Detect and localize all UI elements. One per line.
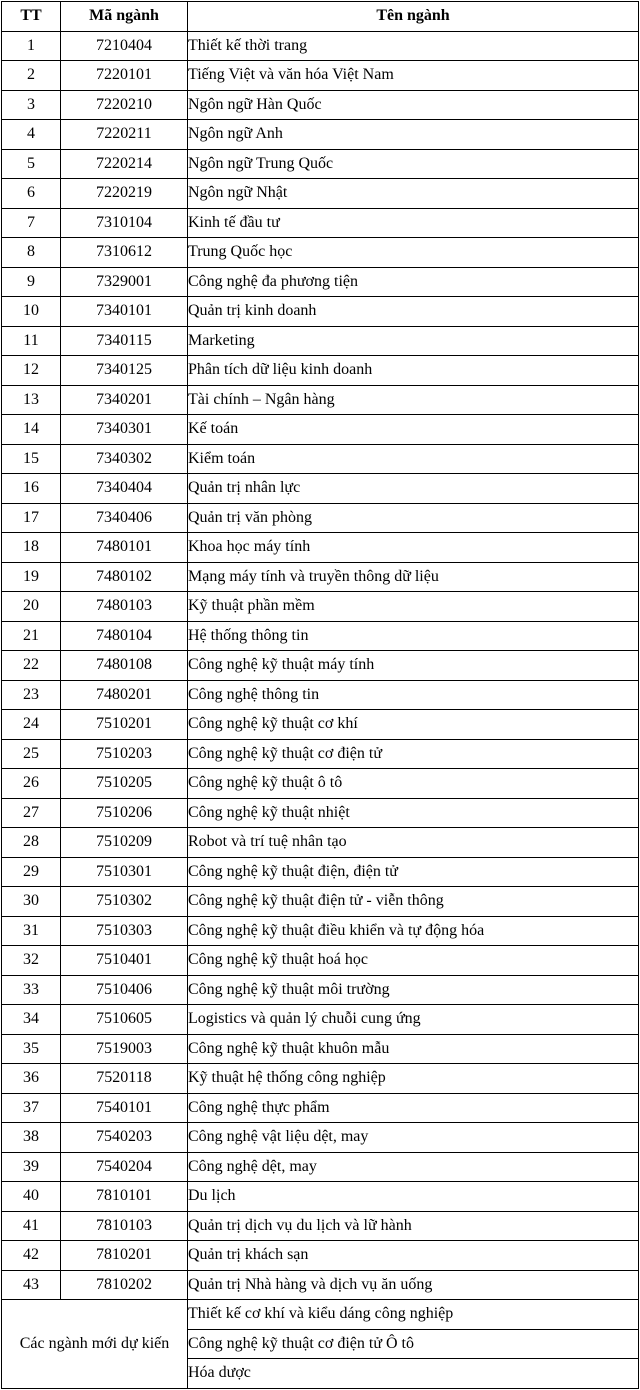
major-code: 7510406: [61, 975, 188, 1005]
major-code: 7519003: [61, 1034, 188, 1064]
major-code: 7480201: [61, 680, 188, 710]
header-row: [2, 2, 639, 32]
row-number: 7: [2, 208, 61, 238]
new-major-row: [2, 1300, 639, 1330]
table-row: [2, 1093, 639, 1123]
table-row: [2, 208, 639, 238]
major-code: 7340201: [61, 385, 188, 415]
table-row: [2, 326, 639, 356]
major-name: Tài chính – Ngân hàng: [188, 385, 639, 415]
major-code: 7340302: [61, 444, 188, 474]
major-name: Ngôn ngữ Trung Quốc: [188, 149, 639, 179]
major-name: Công nghệ kỹ thuật điện tử - viễn thông: [188, 887, 639, 917]
row-number: 25: [2, 739, 61, 769]
major-code: 7310612: [61, 238, 188, 268]
new-major-name: Hóa dược: [188, 1359, 639, 1389]
row-number: 36: [2, 1064, 61, 1094]
major-code: 7329001: [61, 267, 188, 297]
table-row: [2, 651, 639, 681]
major-name: Kiểm toán: [188, 444, 639, 474]
major-name: Công nghệ kỹ thuật môi trường: [188, 975, 639, 1005]
table-row: [2, 798, 639, 828]
major-code: 7220101: [61, 61, 188, 91]
row-number: 41: [2, 1211, 61, 1241]
major-code: 7540101: [61, 1093, 188, 1123]
row-number: 10: [2, 297, 61, 327]
major-name: Kế toán: [188, 415, 639, 445]
table-row: [2, 1270, 639, 1300]
row-number: 29: [2, 857, 61, 887]
row-number: 16: [2, 474, 61, 504]
major-name: Quản trị văn phòng: [188, 503, 639, 533]
row-number: 3: [2, 90, 61, 120]
row-number: 30: [2, 887, 61, 917]
major-name: Marketing: [188, 326, 639, 356]
table-row: [2, 710, 639, 740]
row-number: 37: [2, 1093, 61, 1123]
row-number: 35: [2, 1034, 61, 1064]
table-row: [2, 857, 639, 887]
major-name: Công nghệ kỹ thuật nhiệt: [188, 798, 639, 828]
row-number: 2: [2, 61, 61, 91]
major-name: Quản trị kinh doanh: [188, 297, 639, 327]
header-tt: TT: [2, 2, 61, 32]
row-number: 13: [2, 385, 61, 415]
major-name: Công nghệ thông tin: [188, 680, 639, 710]
majors-table: [1, 1, 639, 1389]
major-code: 7540204: [61, 1152, 188, 1182]
row-number: 39: [2, 1152, 61, 1182]
major-code: 7810101: [61, 1182, 188, 1212]
table-row: [2, 533, 639, 563]
table-row: [2, 621, 639, 651]
major-code: 7480104: [61, 621, 188, 651]
major-name: Ngôn ngữ Hàn Quốc: [188, 90, 639, 120]
table-row: [2, 828, 639, 858]
row-number: 5: [2, 149, 61, 179]
table-header: [2, 2, 639, 32]
table-row: [2, 680, 639, 710]
major-name: Hệ thống thông tin: [188, 621, 639, 651]
new-majors-label: Các ngành mới dự kiến: [2, 1300, 188, 1389]
major-name: Tiếng Việt và văn hóa Việt Nam: [188, 61, 639, 91]
row-number: 14: [2, 415, 61, 445]
major-name: Công nghệ kỹ thuật ô tô: [188, 769, 639, 799]
table-row: [2, 1241, 639, 1271]
row-number: 22: [2, 651, 61, 681]
table-row: [2, 1152, 639, 1182]
major-code: 7510205: [61, 769, 188, 799]
table-row: [2, 267, 639, 297]
row-number: 26: [2, 769, 61, 799]
major-code: 7310104: [61, 208, 188, 238]
header-name: Tên ngành: [188, 2, 639, 32]
row-number: 18: [2, 533, 61, 563]
major-code: 7510301: [61, 857, 188, 887]
table-row: [2, 1034, 639, 1064]
major-code: 7220214: [61, 149, 188, 179]
major-code: 7510203: [61, 739, 188, 769]
table-row: [2, 149, 639, 179]
major-code: 7480108: [61, 651, 188, 681]
major-name: Công nghệ dệt, may: [188, 1152, 639, 1182]
major-name: Khoa học máy tính: [188, 533, 639, 563]
table-row: [2, 415, 639, 445]
major-name: Công nghệ thực phẩm: [188, 1093, 639, 1123]
row-number: 20: [2, 592, 61, 622]
major-name: Công nghệ kỹ thuật hoá học: [188, 946, 639, 976]
table-row: [2, 385, 639, 415]
major-name: Công nghệ kỹ thuật cơ điện tử: [188, 739, 639, 769]
major-name: Thiết kế thời trang: [188, 31, 639, 61]
table-row: [2, 1064, 639, 1094]
row-number: 15: [2, 444, 61, 474]
major-name: Kinh tế đầu tư: [188, 208, 639, 238]
row-number: 19: [2, 562, 61, 592]
major-code: 7480101: [61, 533, 188, 563]
header-code: Mã ngành: [61, 2, 188, 32]
row-number: 9: [2, 267, 61, 297]
table-row: [2, 120, 639, 150]
major-name: Công nghệ vật liệu dệt, may: [188, 1123, 639, 1153]
table-row: [2, 179, 639, 209]
row-number: 24: [2, 710, 61, 740]
new-major-name: Thiết kế cơ khí và kiểu dáng công nghiệp: [188, 1300, 639, 1330]
major-code: 7340125: [61, 356, 188, 386]
major-code: 7540203: [61, 1123, 188, 1153]
row-number: 23: [2, 680, 61, 710]
major-code: 7510302: [61, 887, 188, 917]
row-number: 40: [2, 1182, 61, 1212]
major-name: Robot và trí tuệ nhân tạo: [188, 828, 639, 858]
major-code: 7510303: [61, 916, 188, 946]
row-number: 6: [2, 179, 61, 209]
major-code: 7220219: [61, 179, 188, 209]
table-row: [2, 562, 639, 592]
major-name: Công nghệ kỹ thuật điều khiển và tự động hóa: [188, 916, 639, 946]
major-code: 7340301: [61, 415, 188, 445]
table-row: [2, 739, 639, 769]
row-number: 21: [2, 621, 61, 651]
major-code: 7340101: [61, 297, 188, 327]
new-major-name: Công nghệ kỹ thuật cơ điện tử Ô tô: [188, 1329, 639, 1359]
table-row: [2, 474, 639, 504]
major-name: Kỹ thuật phần mềm: [188, 592, 639, 622]
row-number: 8: [2, 238, 61, 268]
table-row: [2, 769, 639, 799]
row-number: 1: [2, 31, 61, 61]
major-name: Quản trị Nhà hàng và dịch vụ ăn uống: [188, 1270, 639, 1300]
row-number: 28: [2, 828, 61, 858]
major-name: Quản trị nhân lực: [188, 474, 639, 504]
row-number: 27: [2, 798, 61, 828]
row-number: 11: [2, 326, 61, 356]
major-code: 7340404: [61, 474, 188, 504]
major-code: 7510206: [61, 798, 188, 828]
major-code: 7210404: [61, 31, 188, 61]
major-code: 7480102: [61, 562, 188, 592]
row-number: 31: [2, 916, 61, 946]
major-name: Ngôn ngữ Anh: [188, 120, 639, 150]
table-row: [2, 1123, 639, 1153]
major-name: Quản trị dịch vụ du lịch và lữ hành: [188, 1211, 639, 1241]
major-code: 7810202: [61, 1270, 188, 1300]
major-name: Du lịch: [188, 1182, 639, 1212]
table-row: [2, 503, 639, 533]
major-name: Công nghệ đa phương tiện: [188, 267, 639, 297]
major-code: 7810201: [61, 1241, 188, 1271]
table-row: [2, 1182, 639, 1212]
major-name: Công nghệ kỹ thuật điện, điện tử: [188, 857, 639, 887]
table-row: [2, 356, 639, 386]
major-code: 7510605: [61, 1005, 188, 1035]
table-row: [2, 61, 639, 91]
table-row: [2, 444, 639, 474]
table-row: [2, 946, 639, 976]
major-code: 7510201: [61, 710, 188, 740]
major-name: Kỹ thuật hệ thống công nghiệp: [188, 1064, 639, 1094]
major-name: Công nghệ kỹ thuật cơ khí: [188, 710, 639, 740]
table-row: [2, 90, 639, 120]
table-row: [2, 887, 639, 917]
table-body: [2, 31, 639, 1300]
major-code: 7510209: [61, 828, 188, 858]
major-name: Công nghệ kỹ thuật khuôn mẫu: [188, 1034, 639, 1064]
table-row: [2, 592, 639, 622]
row-number: 34: [2, 1005, 61, 1035]
major-name: Ngôn ngữ Nhật: [188, 179, 639, 209]
table-row: [2, 238, 639, 268]
table-row: [2, 1005, 639, 1035]
major-code: 7220210: [61, 90, 188, 120]
row-number: 12: [2, 356, 61, 386]
major-code: 7220211: [61, 120, 188, 150]
new-majors-section: [2, 1300, 639, 1389]
major-name: Trung Quốc học: [188, 238, 639, 268]
major-code: 7810103: [61, 1211, 188, 1241]
row-number: 43: [2, 1270, 61, 1300]
table-row: [2, 31, 639, 61]
major-code: 7520118: [61, 1064, 188, 1094]
major-name: Quản trị khách sạn: [188, 1241, 639, 1271]
table-row: [2, 975, 639, 1005]
row-number: 33: [2, 975, 61, 1005]
major-name: Phân tích dữ liệu kinh doanh: [188, 356, 639, 386]
row-number: 32: [2, 946, 61, 976]
row-number: 4: [2, 120, 61, 150]
row-number: 38: [2, 1123, 61, 1153]
table-row: [2, 297, 639, 327]
major-code: 7510401: [61, 946, 188, 976]
major-code: 7340406: [61, 503, 188, 533]
major-name: Logistics và quản lý chuỗi cung ứng: [188, 1005, 639, 1035]
table-row: [2, 1211, 639, 1241]
major-name: Mạng máy tính và truyền thông dữ liệu: [188, 562, 639, 592]
major-name: Công nghệ kỹ thuật máy tính: [188, 651, 639, 681]
row-number: 17: [2, 503, 61, 533]
row-number: 42: [2, 1241, 61, 1271]
major-code: 7480103: [61, 592, 188, 622]
major-code: 7340115: [61, 326, 188, 356]
table-row: [2, 916, 639, 946]
